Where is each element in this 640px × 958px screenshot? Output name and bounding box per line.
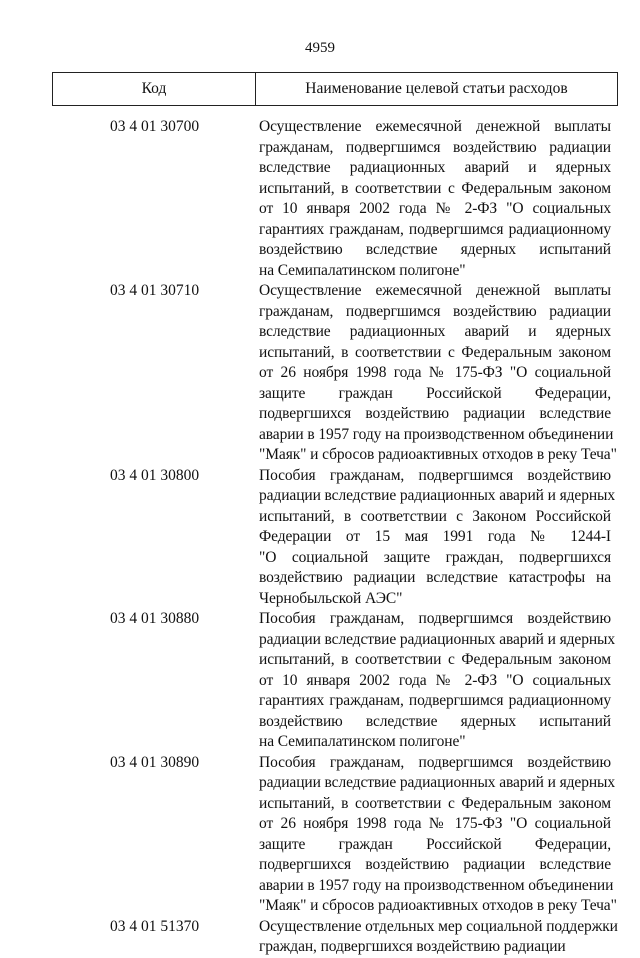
row-description [259,753,617,917]
table-row [0,281,640,466]
row-code: 03 4 01 30890 [110,753,200,771]
description-line: от 10 января 2002 года № 2-ФЗ "О социальных [259,200,611,217]
row-code: 03 4 01 30800 [110,466,200,484]
description-line: испытаний, в соответствии с Федеральным законом [259,179,611,197]
description-line: Осуществление отдельных мер социальной поддержки [259,917,618,935]
description-line: защите граждан Российской Федерации, [259,835,611,853]
description-line: защите граждан Российской Федерации, [259,384,611,402]
description-line: радиации вследствие радиационных аварий и ядерных [259,630,615,648]
row-description [259,917,618,958]
description-line: от 26 ноября 1998 года № 175-ФЗ "О социальной [259,364,611,381]
row-description [259,466,615,610]
description-line: Пособия гражданам, подвергшимся воздействию [259,466,611,484]
table-row [0,609,640,753]
description-line: радиации вследствие радиационных аварий и ядерных [259,487,615,504]
table-row [0,917,640,958]
description-line: "О социальной защите граждан, подвергшихся [259,548,611,566]
description-line: на Семипалатинском полигоне" [259,261,466,279]
table-row [0,753,640,917]
column-header-code: Код [53,73,256,105]
description-line: "Маяк" и сбросов радиоактивных отходов в реку Теча" [259,446,617,463]
description-line: Пособия гражданам, подвергшимся воздействию [259,610,611,627]
description-line: испытаний, в соответствии с Федеральным законом [259,343,611,361]
description-line: гарантиях гражданам, подвергшимся радиационному [259,220,611,238]
description-line: от 26 ноября 1998 года № 175-ФЗ "О социальной [259,815,611,832]
description-line: на Семипалатинском полигоне" [259,733,466,750]
description-line: Чернобыльской АЭС" [259,589,403,607]
row-description [259,117,611,281]
row-code: 03 4 01 30700 [110,118,200,135]
description-line: Пособия гражданам, подвергшимся воздействию [259,753,611,771]
description-line: радиации вследствие радиационных аварий и ядерных [259,774,615,791]
row-code: 03 4 01 30710 [110,282,200,299]
description-line: испытаний, в соответствии с Федеральным законом [259,794,611,812]
page-number: 4959 [305,40,335,56]
description-line: испытаний, в соответствии с Законом Российской [259,507,611,525]
description-line: воздействию радиации вследствие катастрофы на [259,569,611,586]
description-line: воздействию вследствие ядерных испытаний [259,241,611,258]
description-line: гражданам, подвергшимся воздействию радиации [259,302,611,320]
table-body [0,117,640,958]
description-line: аварии в 1957 году на производственном объединении [259,425,614,443]
row-code: 03 4 01 51370 [110,917,200,935]
table-header [52,72,618,106]
row-description [259,281,617,466]
description-line: гарантиях гражданам, подвергшимся радиационному [259,692,611,709]
description-line: от 10 января 2002 года № 2-ФЗ "О социальных [259,671,611,689]
description-line: подвергшихся воздействию радиации вследствие [259,856,611,873]
row-description [259,609,615,753]
description-line: вследствие радиационных аварий и ядерных [259,159,611,176]
description-line: воздействию вследствие ядерных испытаний [259,712,611,730]
description-line: подвергшихся воздействию радиации вследствие [259,405,611,422]
description-line: вследствие радиационных аварий и ядерных [259,323,611,340]
description-line: испытаний, в соответствии с Федеральным законом [259,651,611,668]
description-line: гражданам, подвергшимся воздействию радиации [259,138,611,156]
description-line: "Маяк" и сбросов радиоактивных отходов в реку Теча" [259,897,617,914]
table-row [0,117,640,281]
column-header-name: Наименование целевой статьи расходов [305,80,568,97]
row-code: 03 4 01 30880 [110,610,200,627]
description-line: аварии в 1957 году на производственном объединении [259,876,614,894]
description-line: Осуществление ежемесячной денежной выплаты [259,282,611,299]
description-line: граждан, подвергшихся воздействию радиации [259,938,566,955]
description-line: Федерации от 15 мая 1991 года № 1244-I [259,528,611,545]
description-line: Осуществление ежемесячной денежной выплаты [259,118,611,135]
table-row [0,466,640,610]
